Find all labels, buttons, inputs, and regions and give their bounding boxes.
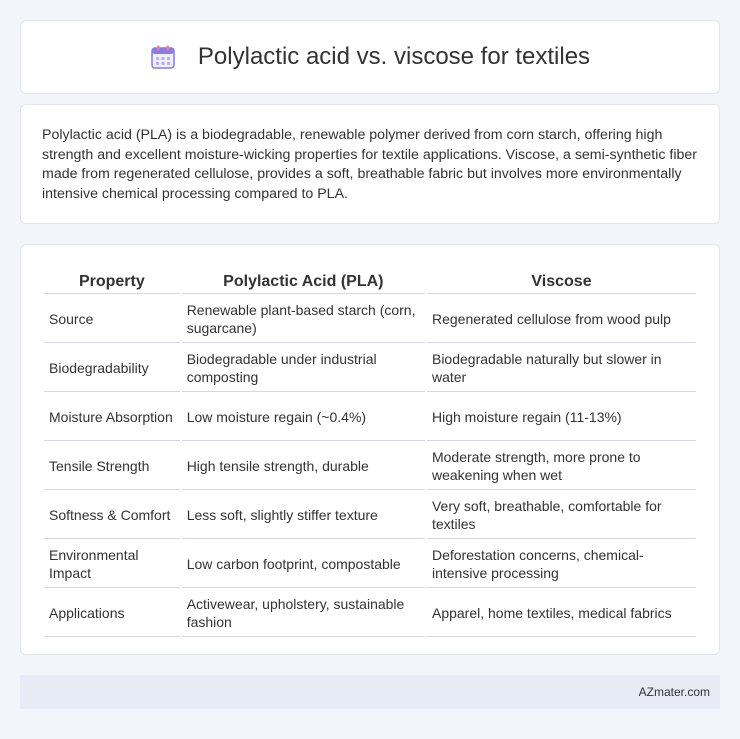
table-header-row xyxy=(44,267,696,294)
comparison-card xyxy=(20,244,720,655)
pla-cell: Low moisture regain (~0.4%) xyxy=(182,394,425,441)
column-header-viscose: Viscose xyxy=(427,267,696,294)
table-row xyxy=(44,394,696,441)
viscose-cell: Biodegradable naturally but slower in water xyxy=(427,345,696,392)
pla-cell: High tensile strength, durable xyxy=(182,443,425,490)
pla-cell: Renewable plant-based starch (corn, sugarcane) xyxy=(182,296,425,343)
property-cell: Softness & Comfort xyxy=(44,492,180,539)
footer-site-link[interactable]: AZmater.com xyxy=(638,685,710,699)
table-row xyxy=(44,443,696,490)
property-cell: Biodegradability xyxy=(44,345,180,392)
column-header-property: Property xyxy=(44,267,180,294)
header-card xyxy=(20,20,720,94)
viscose-cell: Deforestation concerns, chemical-intensive processing xyxy=(427,541,696,588)
intro-paragraph: Polylactic acid (PLA) is a biodegradable, renewable polymer derived from corn starch, offering high strength and excellent moisture-wicking properties for textile applications. Viscose, a semi-synthetic fiber made from regenerated cellulose, provides a soft, breathable fabric but involves more environmentally intensive chemical processing compared to PLA. xyxy=(42,127,698,202)
page-title: Polylactic acid vs. viscose for textiles xyxy=(197,43,591,70)
viscose-cell: High moisture regain (11-13%) xyxy=(427,394,696,441)
viscose-cell: Apparel, home textiles, medical fabrics xyxy=(427,590,696,637)
pla-cell: Activewear, upholstery, sustainable fashion xyxy=(182,590,425,637)
footer-bar xyxy=(20,675,720,709)
viscose-cell: Regenerated cellulose from wood pulp xyxy=(427,296,696,343)
calendar-icon xyxy=(150,44,176,70)
property-cell: Environmental Impact xyxy=(44,541,180,588)
pla-cell: Biodegradable under industrial composting xyxy=(182,345,425,392)
column-header-pla: Polylactic Acid (PLA) xyxy=(182,267,425,294)
table-row xyxy=(44,590,696,637)
viscose-cell: Moderate strength, more prone to weakening when wet xyxy=(427,443,696,490)
pla-cell: Low carbon footprint, compostable xyxy=(182,541,425,588)
table-row xyxy=(44,345,696,392)
comparison-table xyxy=(42,265,698,639)
table-row xyxy=(44,492,696,539)
intro-card xyxy=(20,104,720,224)
property-cell: Applications xyxy=(44,590,180,637)
table-row xyxy=(44,541,696,588)
property-cell: Tensile Strength xyxy=(44,443,180,490)
pla-cell: Less soft, slightly stiffer texture xyxy=(182,492,425,539)
table-row xyxy=(44,296,696,343)
property-cell: Source xyxy=(44,296,180,343)
property-cell: Moisture Absorption xyxy=(44,394,180,441)
viscose-cell: Very soft, breathable, comfortable for textiles xyxy=(427,492,696,539)
